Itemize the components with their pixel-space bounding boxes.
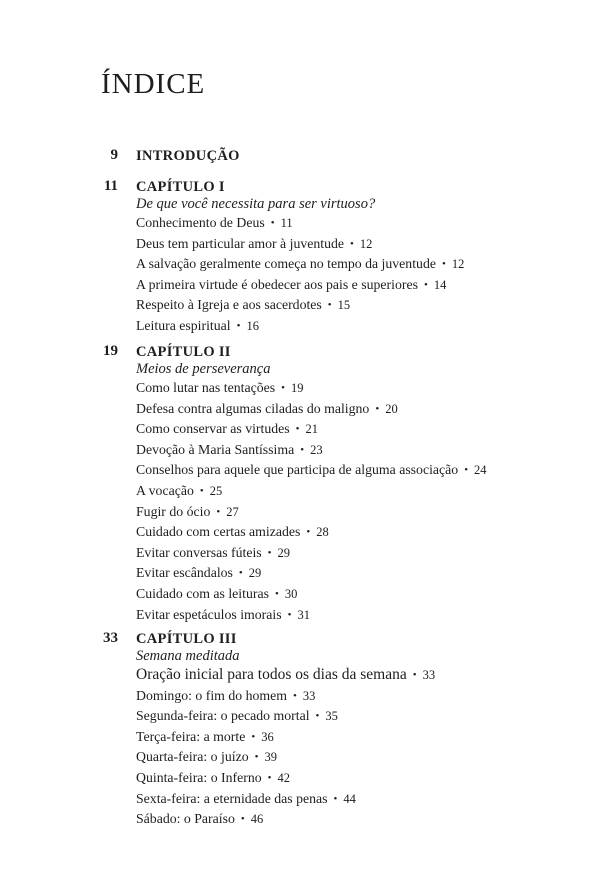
toc-entry-page-number: 21: [305, 422, 319, 437]
toc-entry-title: Conselhos para aquele que participa de alguma associação: [136, 462, 459, 478]
toc-entry-title: Cuidado com as leituras: [136, 585, 269, 601]
toc-entry-title: Como lutar nas tentações: [136, 380, 276, 395]
toc-entry-title: Leitura espiritual: [136, 317, 231, 333]
bullet-separator-icon: •: [236, 319, 241, 332]
toc-entry-title: Sábado: o Paraíso: [136, 811, 235, 827]
toc-entry-title: A vocação: [136, 482, 194, 498]
toc-entry-page-number: 14: [433, 277, 447, 292]
toc-entry: [136, 378, 576, 399]
toc-entry: [136, 502, 576, 523]
toc-entry: [136, 768, 576, 789]
toc-entry-page-number: 46: [250, 812, 264, 827]
toc-entry: [136, 605, 576, 626]
toc-entry: [136, 665, 576, 686]
toc-entry-page-number: 33: [422, 668, 436, 682]
toc-entry: [136, 460, 576, 481]
section-subtitle: Meios de perseverança: [136, 361, 271, 377]
toc-entry: [136, 295, 576, 316]
toc-entry-title: Oração inicial para todos os dias da semana: [136, 666, 407, 683]
section-page-number: 9: [110, 147, 118, 163]
bullet-separator-icon: •: [267, 546, 272, 559]
toc-entry-title: A primeira virtude é obedecer aos pais e superiores: [136, 276, 418, 292]
toc-entry-page-number: 30: [284, 586, 298, 601]
toc-entry-title: Evitar conversas fúteis: [136, 544, 262, 560]
toc-entry-page-number: 44: [343, 791, 356, 806]
bullet-separator-icon: •: [412, 669, 417, 681]
bullet-separator-icon: •: [287, 608, 292, 621]
toc-entry-page-number: 39: [264, 750, 277, 765]
bullet-separator-icon: •: [350, 237, 354, 250]
toc-entry: [136, 213, 576, 234]
toc-entry-title: Cuidado com certas amizades: [136, 524, 301, 540]
bullet-separator-icon: •: [238, 567, 243, 580]
bullet-separator-icon: •: [216, 505, 221, 518]
toc-entry-page-number: 28: [316, 525, 329, 540]
toc-entry-page-number: 24: [474, 463, 487, 478]
toc-entry: [136, 789, 576, 810]
section-heading: INTRODUÇÃO: [136, 148, 240, 164]
bullet-separator-icon: •: [300, 443, 305, 456]
toc-entry-title: Quinta-feira: o Inferno: [136, 769, 262, 785]
toc-entry-page-number: 29: [277, 545, 291, 560]
bullet-separator-icon: •: [464, 464, 469, 477]
toc-entry-title: Segunda-feira: o pecado mortal: [136, 708, 310, 724]
toc-entry-title: Evitar espetáculos imorais: [136, 606, 282, 622]
toc-entry: [136, 809, 576, 830]
toc-entry: [136, 727, 576, 748]
toc-entry: [136, 254, 576, 275]
toc-entry-page-number: 15: [337, 298, 351, 313]
bullet-separator-icon: •: [267, 771, 272, 784]
toc-entry-title: Quarta-feira: o juízo: [136, 749, 249, 765]
entry-list: [136, 213, 576, 337]
toc-entry: [136, 399, 576, 420]
toc-entry-title: Deus tem particular amor à juventude: [136, 235, 345, 251]
bullet-separator-icon: •: [270, 217, 275, 229]
entry-list: [136, 665, 576, 830]
toc-entry-page-number: 23: [310, 442, 323, 457]
toc-entry-page-number: 36: [261, 729, 274, 744]
toc-entry-title: Domingo: o fim do homem: [136, 687, 287, 703]
toc-entry: [136, 234, 576, 255]
section-heading: CAPÍTULO III: [136, 631, 237, 647]
toc-entry-page-number: 33: [302, 688, 316, 703]
toc-entry: [136, 563, 576, 584]
entry-list: [136, 378, 576, 625]
bullet-separator-icon: •: [333, 792, 338, 805]
bullet-separator-icon: •: [281, 382, 285, 394]
toc-entry-page-number: 31: [297, 607, 310, 622]
bullet-separator-icon: •: [441, 258, 446, 271]
toc-entry: [136, 522, 576, 543]
section-page-number: 11: [103, 178, 118, 194]
toc-entry-page-number: 27: [226, 504, 239, 519]
toc-entry-title: Sexta-feira: a eternidade das penas: [136, 790, 328, 806]
toc-entry: [136, 275, 576, 296]
toc-entry-page-number: 11: [280, 216, 293, 230]
section-subtitle: Semana meditada: [136, 648, 240, 664]
section-heading: CAPÍTULO I: [136, 179, 225, 195]
toc-entry-page-number: 16: [246, 318, 259, 333]
toc-entry-page-number: 25: [209, 483, 223, 498]
toc-entry-title: Defesa contra algumas ciladas do maligno: [136, 400, 370, 416]
bullet-separator-icon: •: [274, 587, 279, 600]
toc-entry: [136, 419, 576, 440]
toc-entry-page-number: 19: [290, 381, 304, 395]
toc-entry-title: Terça-feira: a morte: [136, 728, 246, 744]
toc-entry-title: Fugir do ócio: [136, 503, 211, 519]
toc-entry: [136, 584, 576, 605]
section-subtitle: De que você necessita para ser virtuoso?: [136, 196, 376, 212]
bullet-separator-icon: •: [423, 278, 428, 291]
toc-entry-title: Evitar escândalos: [136, 565, 233, 581]
section-page-number: 33: [103, 630, 118, 646]
toc-entry-title: A salvação geralmente começa no tempo da juventude: [136, 256, 436, 272]
toc-entry: [136, 543, 576, 564]
bullet-separator-icon: •: [293, 689, 297, 702]
toc-entry-page-number: 29: [248, 566, 262, 581]
toc-entry: [136, 481, 576, 502]
bullet-separator-icon: •: [295, 423, 300, 436]
toc-entry-title: Respeito à Igreja e aos sacerdotes: [136, 297, 322, 313]
toc-entry: [136, 747, 576, 768]
section-heading: CAPÍTULO II: [136, 344, 231, 360]
toc-entry-page-number: 12: [451, 257, 465, 272]
bullet-separator-icon: •: [254, 751, 259, 764]
toc-entry-title: Devoção à Maria Santíssima: [136, 441, 295, 457]
toc-entry-page-number: 20: [385, 401, 398, 416]
bullet-separator-icon: •: [315, 710, 320, 723]
page-title: ÍNDICE: [101, 68, 206, 100]
bullet-separator-icon: •: [306, 526, 311, 539]
bullet-separator-icon: •: [199, 484, 204, 497]
bullet-separator-icon: •: [327, 299, 332, 312]
toc-entry-page-number: 35: [325, 709, 338, 724]
toc-entry: [136, 706, 576, 727]
toc-entry-page-number: 42: [277, 770, 291, 785]
bullet-separator-icon: •: [251, 730, 256, 743]
section-page-number: 19: [103, 343, 118, 359]
toc-entry: [136, 440, 576, 461]
bullet-separator-icon: •: [375, 402, 380, 415]
toc-entry-page-number: 12: [359, 236, 373, 251]
toc-entry: [136, 686, 576, 707]
toc-entry: [136, 316, 576, 337]
toc-entry-title: Conhecimento de Deus: [136, 215, 265, 230]
toc-entry-title: Como conservar as virtudes: [136, 421, 290, 437]
bullet-separator-icon: •: [240, 813, 245, 826]
